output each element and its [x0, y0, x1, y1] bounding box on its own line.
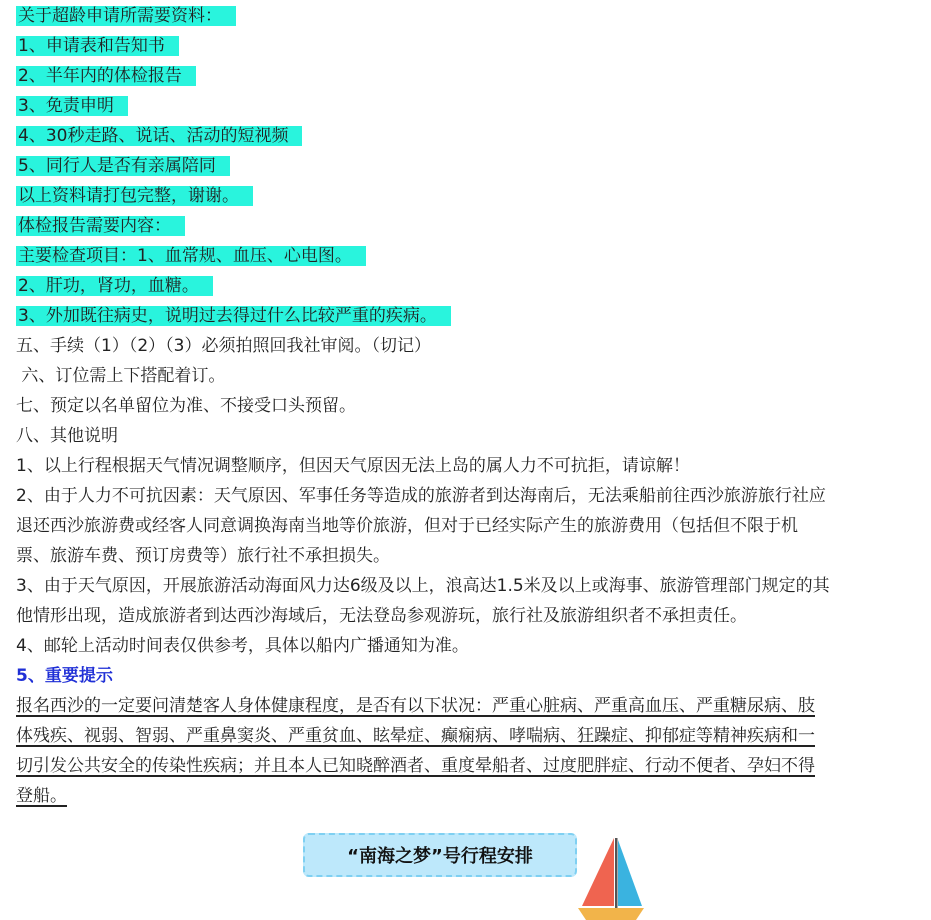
important-notice-line: 体残疾、视弱、智弱、严重鼻窦炎、严重贫血、眩晕症、癫痫病、哮喘病、狂躁症、抑郁症等精神疾病和一 [16, 726, 815, 746]
highlighted-line: 5、同行人是否有亲属陪同 [16, 151, 230, 181]
highlighted-line: 以上资料请打包完整，谢谢。 [16, 181, 253, 211]
sailboat-icon [576, 836, 646, 920]
highlighted-line: 主要检查项目：1、血常规、血压、心电图。 [16, 241, 366, 271]
text-line: 3、由于天气原因，开展旅游活动海面风力达6级及以上，浪高达1.5米及以上或海事、旅游管理部门规定的其 [16, 576, 830, 596]
text-line: 2、由于人力不可抗因素：天气原因、军事任务等造成的旅游者到达海南后，无法乘船前往西沙旅游旅行社应 [16, 486, 826, 506]
text-line: 五、手续（1）（2）（3）必须拍照回我社审阅。（切记） [16, 336, 431, 356]
text-line: 八、其他说明 [16, 426, 118, 446]
text-line: 退还西沙旅游费或经客人同意调换海南当地等价旅游，但对于已经实际产生的旅游费用（包括但不限于机 [16, 516, 798, 536]
highlighted-line: 2、半年内的体检报告 [16, 61, 196, 91]
important-notice-line: 切引发公共安全的传染性疾病；并且本人已知晓醉酒者、重度晕船者、过度肥胖症、行动不便者、孕妇不得 [16, 756, 815, 776]
highlighted-line: 体检报告需要内容： [16, 211, 185, 241]
itinerary-banner [303, 833, 577, 877]
text-line: 1、以上行程根据天气情况调整顺序，但因天气原因无法上岛的属人力不可抗拒，请谅解！ [16, 456, 690, 476]
highlighted-line: 3、外加既往病史，说明过去得过什么比较严重的疾病。 [16, 301, 451, 331]
text-line: 票、旅游车费、预订房费等）旅行社不承担损失。 [16, 546, 390, 566]
text-line: 七、预定以名单留位为准、不接受口头预留。 [16, 396, 356, 416]
highlighted-line: 4、30秒走路、说话、活动的短视频 [16, 121, 302, 151]
text-line: 他情形出现，造成旅游者到达西沙海域后，无法登岛参观游玩，旅行社及旅游组织者不承担责任。 [16, 606, 747, 626]
banner-title: “南海之梦”号行程安排 [347, 846, 533, 867]
highlighted-line: 3、免责申明 [16, 91, 128, 121]
important-notice-line: 报名西沙的一定要问清楚客人身体健康程度，是否有以下状况：严重心脏病、严重高血压、严重糖尿病、肢 [16, 696, 815, 716]
highlighted-line: 2、肝功，肾功，血糖。 [16, 271, 213, 301]
highlighted-line: 1、申请表和告知书 [16, 31, 179, 61]
text-line: 4、邮轮上活动时间表仅供参考，具体以船内广播通知为准。 [16, 636, 469, 656]
important-notice-title: 5、重要提示 [16, 666, 113, 686]
text-line: 六、订位需上下搭配着订。 [16, 366, 226, 386]
highlighted-line: 关于超龄申请所需要资料： [16, 1, 236, 31]
important-notice-line: 登船。 [16, 786, 67, 806]
